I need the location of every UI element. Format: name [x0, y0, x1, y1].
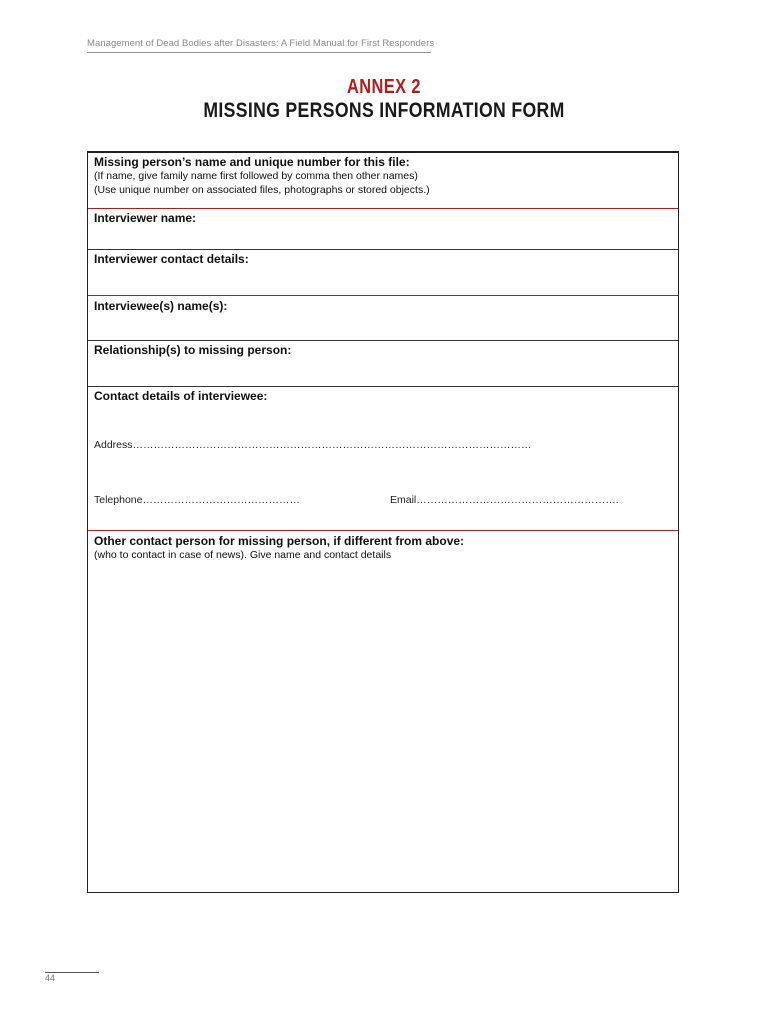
missing-person-label: Missing person’s name and unique number for this file: [94, 155, 410, 169]
email-field[interactable]: Email…………………………………………………. [390, 494, 619, 506]
form-title: MISSING PERSONS INFORMATION FORM [203, 99, 565, 122]
missing-person-hint-number: (Use unique number on associated files, photographs or stored objects.) [94, 184, 430, 196]
other-contact-label: Other contact person for missing person, if different from above: [94, 534, 465, 548]
missing-person-hint-name: (If name, give family name first followed by comma then other names) [94, 170, 418, 182]
address-field[interactable]: Address…………………………………………………………………………………………………… [94, 439, 532, 451]
other-contact-hint: (who to contact in case of news). Give name and contact details [94, 549, 392, 561]
annex-title: ANNEX 2 [347, 76, 421, 98]
relationship-label: Relationship(s) to missing person: [94, 343, 292, 357]
interviewer-name-label: Interviewer name: [94, 211, 197, 225]
missing-person-section[interactable] [88, 153, 678, 208]
header-rule [87, 52, 431, 53]
telephone-field[interactable]: Telephone……………………………………… [94, 494, 300, 506]
page-number: 44 [45, 973, 56, 983]
interviewer-contact-section[interactable] [88, 250, 678, 295]
interviewer-contact-label: Interviewer contact details: [94, 252, 249, 266]
contact-interviewee-section [88, 387, 678, 530]
relationship-section[interactable] [88, 341, 678, 386]
contact-interviewee-label: Contact details of interviewee: [94, 389, 268, 403]
interviewer-name-section[interactable] [88, 209, 678, 249]
missing-persons-form [87, 151, 679, 893]
interviewee-names-section[interactable] [88, 296, 678, 340]
other-contact-section[interactable] [88, 531, 678, 891]
interviewee-names-label: Interviewee(s) name(s): [94, 299, 228, 313]
running-header: Management of Dead Bodies after Disasters: A Field Manual for First Responders [87, 38, 435, 49]
